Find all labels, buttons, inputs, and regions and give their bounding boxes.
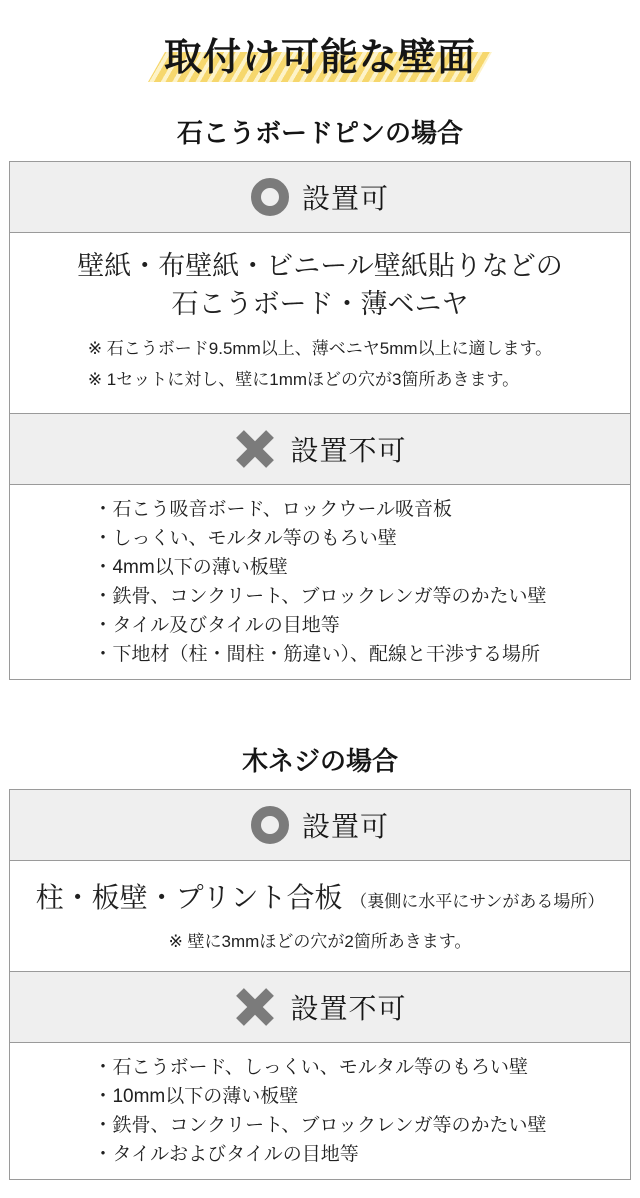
page-title — [164, 32, 476, 84]
page-header — [0, 0, 640, 84]
list-item: ・タイルおよびタイルの目地等 — [93, 1144, 359, 1165]
note: ※ 1セットに対し、壁に1mmほどの穴が3箇所あきます。 — [87, 370, 520, 389]
list-item: ・石こう吸音ボード、ロックウール吸音板 — [93, 499, 452, 520]
ok-description-line — [20, 879, 620, 921]
list-item: ・10mm以下の薄い板壁 — [93, 1086, 299, 1107]
page-title-text: 取付け可能な壁面 — [163, 37, 476, 79]
ok-description-main: 柱・板壁・プリント合板 — [35, 882, 343, 913]
ok-label: 設置可 — [301, 183, 389, 214]
section-plasterboard-pin — [0, 118, 640, 680]
ng-list-section — [10, 1042, 630, 1179]
circle-icon — [251, 806, 289, 844]
ng-list — [93, 495, 546, 669]
section-heading: 木ネジの場合 — [241, 746, 398, 776]
plasterboard-pin-table — [9, 161, 631, 680]
section-heading: 石こうボードピンの場合 — [176, 118, 463, 148]
list-item: ・下地材（柱・間柱・筋違い）、配線と干渉する場所 — [93, 644, 540, 665]
list-item: ・タイル及びタイルの目地等 — [93, 615, 340, 636]
ok-header-bar — [10, 790, 630, 860]
ng-header-bar — [10, 971, 630, 1042]
list-item: ・しっくい、モルタル等のもろい壁 — [93, 528, 397, 549]
ok-description — [10, 860, 630, 971]
list-item: ・4mm以下の薄い板壁 — [93, 557, 288, 578]
list-item: ・鉄骨、コンクリート、ブロックレンガ等のかたい壁 — [93, 586, 547, 607]
circle-icon — [251, 178, 289, 216]
list-item: ・石こうボード、しっくい、モルタル等のもろい壁 — [93, 1057, 529, 1078]
wood-screw-table — [9, 789, 631, 1180]
ok-label: 設置可 — [301, 811, 389, 842]
note: ※ 壁に3mmほどの穴が2箇所あきます。 — [168, 932, 472, 951]
cross-icon — [233, 429, 277, 469]
list-item: ・鉄骨、コンクリート、ブロックレンガ等のかたい壁 — [93, 1115, 547, 1136]
ok-description — [10, 232, 630, 413]
note: ※ 石こうボード9.5mm以上、薄ベニヤ5mm以上に適します。 — [87, 339, 553, 358]
cross-icon — [233, 987, 277, 1027]
ng-label: 設置不可 — [290, 435, 407, 466]
ok-description-sub: （裏側に水平にサンがある場所） — [350, 892, 605, 911]
ng-header-bar — [10, 413, 630, 484]
ng-label: 設置不可 — [290, 993, 407, 1024]
section-wood-screw — [0, 746, 640, 1180]
ng-list-section — [10, 484, 630, 679]
ok-header-bar — [10, 162, 630, 232]
ng-list — [93, 1053, 546, 1169]
ok-description-line: 壁紙・布壁紙・ビニール壁紙貼りなどの — [77, 251, 563, 281]
ok-notes — [88, 333, 552, 395]
ok-description-line: 石こうボード・薄ベニヤ — [171, 289, 469, 319]
